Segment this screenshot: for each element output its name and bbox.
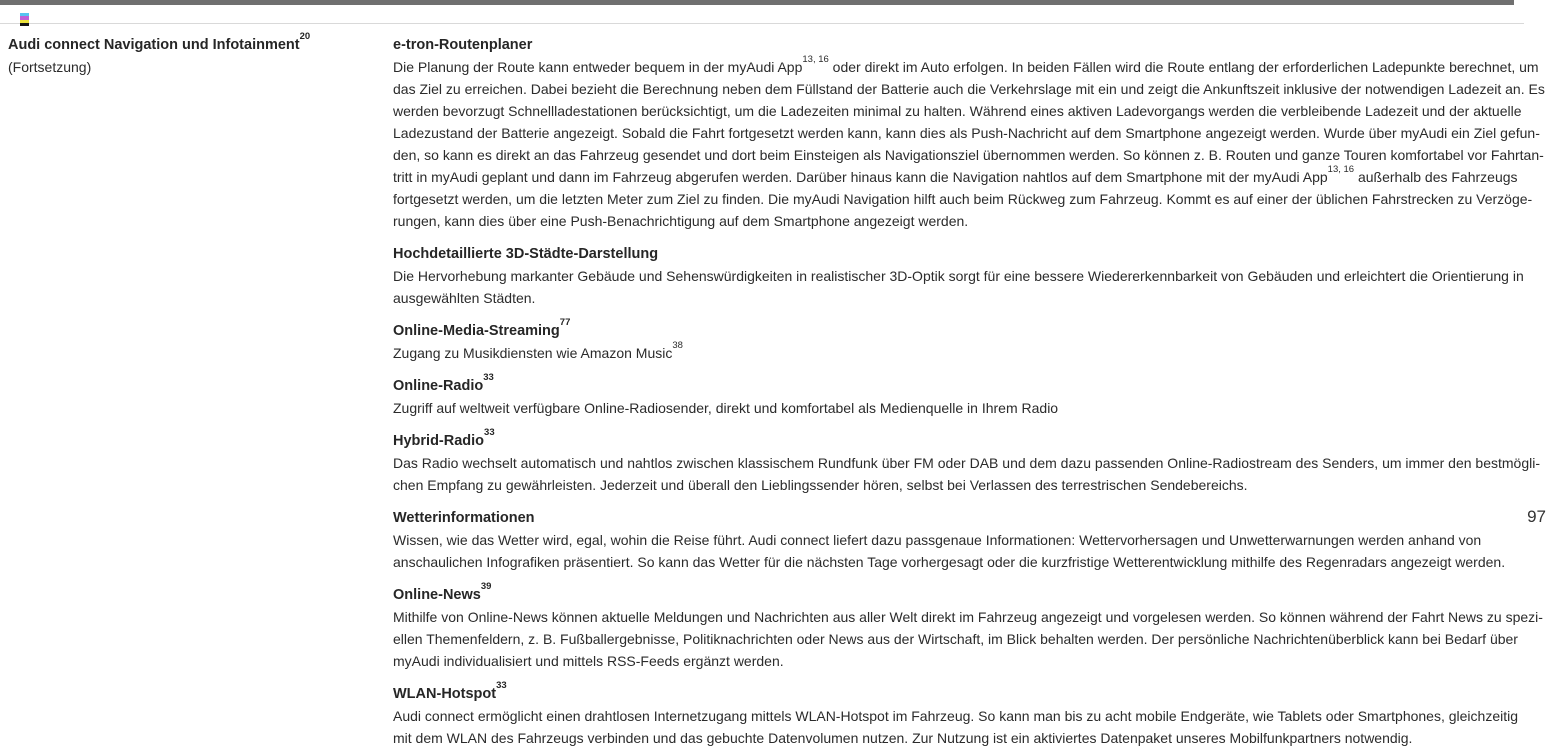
section-heading <box>393 243 1513 265</box>
section <box>393 580 1543 672</box>
text-segment: Das Radio wechselt automatisch und nahtlos zwischen klassischem Rundfunk über FM oder DAB und dem dazu passenden Online-Radiostream des Senders, um immer den bestmögli- <box>393 455 1541 471</box>
body-line <box>393 606 1543 628</box>
body-line <box>393 100 1522 122</box>
text-segment: chen Empfang zu gewährleisten. Jederzeit und überall den Lieblingssender hören, selbst bei Verlassen des terrestrischen Sendebereichs. <box>393 477 1248 493</box>
text-segment: Die Hervorhebung markanter Gebäude und Sehenswürdigkeiten in realistischer 3D-Optik sorgt für eine bessere Wiedererkennbarkeit von Gebäuden und erleichtert die Orientierung in <box>393 268 1524 284</box>
footnote-marker: 38 <box>672 339 683 351</box>
text-segment: Online-Radio <box>393 378 484 394</box>
text-segment: Online-News <box>393 587 481 603</box>
text-segment: werden bevorzugt Schnellladestationen berücksichtigt, um die Ladezeiten minimal zu halten. Während eines aktiven Ladevorgangs werden die verbleibende Ladezeit und der aktuelle <box>393 103 1522 119</box>
text-segment: Ladezustand der Batterie angezeigt. Sobald die Fahrt fortgesetzt werden kann, kann dies als Push-Nachricht auf dem Smartphone angezeigt werden. Wurde über myAudi ein Ziel gefun- <box>393 125 1540 141</box>
footnote-marker: 77 <box>559 316 571 328</box>
body-line <box>393 628 1518 650</box>
body-line <box>393 474 1513 496</box>
body-line <box>393 705 1519 727</box>
body-line <box>393 265 1524 287</box>
text-segment: Wissen, wie das Wetter wird, egal, wohin die Reise führt. Audi connect liefert dazu passgenaue Informationen: Wettervorhersagen und Unwetterwarnungen werden anhand von <box>393 532 1482 548</box>
section-heading <box>393 371 1513 397</box>
text-segment: mit dem WLAN des Fahrzeugs verbinden und das gebuchte Datenvolumen nutzen. Zur Nutzung ist ein aktiviertes Datenpaket unseres Mobilfunkpartners notwendig. <box>393 730 1413 746</box>
body-line <box>393 122 1540 144</box>
text-segment: Online-Media-Streaming <box>393 323 560 339</box>
section <box>393 243 1524 309</box>
section <box>393 426 1541 496</box>
text-segment: WLAN-Hotspot <box>393 686 497 702</box>
section <box>393 316 1513 364</box>
body-line <box>393 188 1533 210</box>
footnote-marker: 13, 16 <box>802 53 829 65</box>
top-bar <box>0 0 1514 5</box>
body-line <box>393 78 1545 100</box>
text-segment: Wetterinformationen <box>393 510 535 526</box>
text-segment: e-tron-Routenplaner <box>393 37 533 53</box>
text-segment: Mithilfe von Online-News können aktuelle Meldungen und Nachrichten aus aller Welt direkt im Fahrzeug angezeigt und vorgelesen werden. So können während der Fahrt News zu spezi- <box>393 609 1543 625</box>
text-segment: anschaulichen Infografiken präsentiert. So kann das Wetter für die nächsten Tage vorhergesagt oder die kurzfristige Wetterentwicklung mithilfe des Regenradars angezeigt werden. <box>393 554 1506 570</box>
text-segment: außerhalb des Fahrzeugs <box>1354 169 1518 185</box>
text-segment: tritt in myAudi geplant und dann im Fahrzeug abgerufen werden. Darüber hinaus kann die Navigation nahtlos auf dem Smartphone mit der myAudi App <box>393 169 1328 185</box>
text-segment: ausgewählten Städten. <box>393 290 536 306</box>
text-segment: Zugang zu Musikdiensten wie Amazon Music <box>393 345 673 361</box>
text-segment: myAudi individualisiert und mittels RSS-Feeds ergänzt werden. <box>393 653 784 669</box>
header-rule <box>0 23 1524 24</box>
text-segment: ellen Themenfeldern, z. B. Fußballergebnisse, Politiknachrichten oder News aus der Wirtschaft, im Blick behalten werden. Der persönliche Nachrichtenüberblick kann bei Bedarf über <box>393 631 1518 647</box>
text-segment: rungen, kann dies über eine Push-Benachrichtigung auf dem Smartphone angezeigt werden. <box>393 213 969 229</box>
footnote-marker: 33 <box>483 371 494 383</box>
footnote-marker: 39 <box>480 580 492 592</box>
body-line <box>393 163 1518 188</box>
body-line <box>393 452 1541 474</box>
text-segment: Zugriff auf weltweit verfügbare Online-Radiosender, direkt und komfortabel als Medienquelle in Ihrem Radio <box>393 400 1059 416</box>
color-registration-mark-icon <box>20 13 29 26</box>
page-subtitle: (Fortsetzung) <box>8 59 92 75</box>
body-line <box>393 53 1539 78</box>
body-line <box>393 397 1513 419</box>
left-column <box>8 30 384 78</box>
text-segment: das Ziel zu erreichen. Dabei bezieht die Berechnung neben dem Füllstand der Batterie auch die Verkehrslage mit ein und zeigt die Ankunftszeit inklusive der notwendigen Ladezeit an. Es <box>393 81 1545 97</box>
page-title <box>8 30 384 56</box>
section <box>393 34 1545 232</box>
page-title-text: Audi connect Navigation und Infotainment <box>8 37 300 53</box>
body-line <box>393 551 1513 573</box>
section <box>393 679 1519 749</box>
body-line <box>393 144 1544 166</box>
footnote-marker: 33 <box>496 679 507 691</box>
section-heading <box>393 316 1513 342</box>
text-segment: Die Planung der Route kann entweder bequem in der myAudi App <box>393 59 803 75</box>
body-line <box>393 650 1513 672</box>
text-segment: den, so kann es direkt an das Fahrzeug gesendet und dort beim Einsteigen als Navigationsziel übernommen werden. So können z. B. Routen und ganze Touren komfortabel vor Fahrtan- <box>393 147 1544 163</box>
text-segment: fortgesetzt werden, um die letzten Meter zum Ziel zu finden. Die myAudi Navigation hilft auch beim Rückweg zum Fahrzeug. Kommt es auf einer der üblichen Fahrstrecken zu Verzöge- <box>393 191 1533 207</box>
body-line <box>393 529 1513 551</box>
section-heading <box>393 679 1513 705</box>
footnote-marker: 33 <box>484 426 495 438</box>
section <box>393 507 1513 573</box>
body-line <box>393 339 1513 364</box>
section <box>393 371 1513 419</box>
registration-stripe <box>20 23 29 26</box>
text-segment: Audi connect ermöglicht einen drahtlosen Internetzugang mittels WLAN-Hotspot im Fahrzeug. So kann man bis zu acht mobile Endgeräte, wie Tablets oder Smartphones, gleichzeitig <box>393 708 1519 724</box>
body-line <box>393 287 1513 309</box>
text-segment: Hybrid-Radio <box>393 433 485 449</box>
section-heading <box>393 426 1513 452</box>
footnote-marker: 13, 16 <box>1327 163 1355 175</box>
body-line <box>393 210 1513 232</box>
section-heading <box>393 34 1513 56</box>
text-segment: Hochdetaillierte 3D-Städte-Darstellung <box>393 246 659 262</box>
body-line <box>393 727 1513 749</box>
page-title-footnote: 20 <box>299 30 311 42</box>
section-heading <box>393 507 1513 529</box>
section-heading <box>393 580 1513 606</box>
page-number: 97 <box>1527 507 1546 526</box>
text-segment: oder direkt im Auto erfolgen. In beiden Fällen wird die Route entlang der erforderlichen Ladepunkte berechnet, um <box>828 59 1539 75</box>
